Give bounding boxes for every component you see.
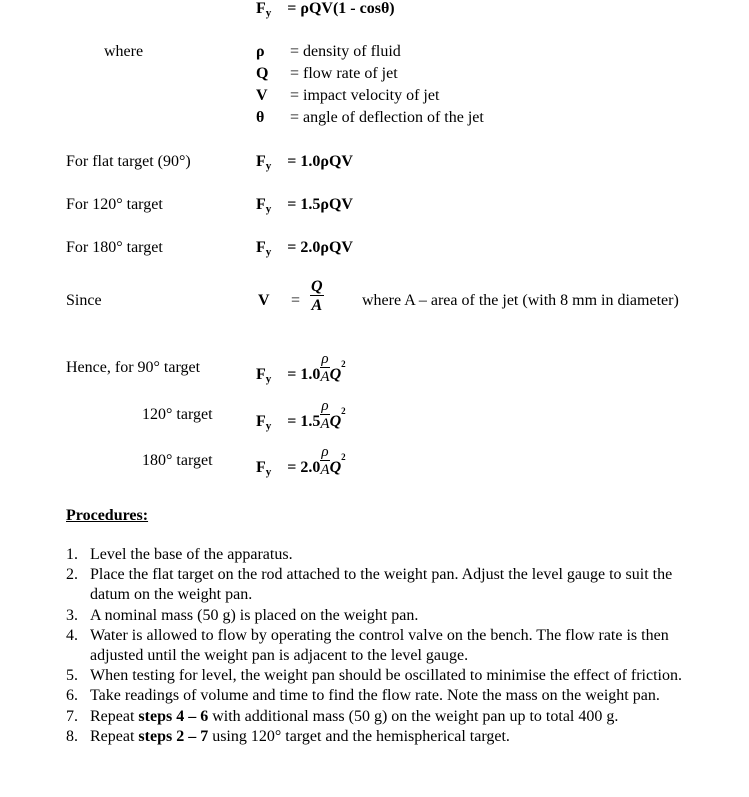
- hence-label-180: 180° target: [142, 452, 213, 469]
- target-equation-90: $F_y = 1.0\rho QV$: [256, 153, 353, 172]
- definition-rho: = density of fluid: [290, 43, 401, 60]
- target-equation-180: $F_y = 2.0\rho QV$: [256, 239, 353, 258]
- procedures-heading: Procedures:: [66, 507, 149, 524]
- procedure-step: 1. Level the base of the apparatus.: [66, 546, 293, 563]
- area-note: where A – area of the jet (with 8 mm in diameter): [362, 292, 679, 309]
- velocity-fraction: $\frac{Q}{A}$: [311, 278, 323, 314]
- procedure-step: 3. A nominal mass (50 g) is placed on the weight pan.: [66, 606, 419, 624]
- hence-equation-90: $F_y = 1.0$ $\frac{\rho}{A}$ $Q^2$: [256, 351, 346, 386]
- top-equation: $F_y = \rho QV(1 - \cos\theta)$: [256, 0, 395, 19]
- target-label-90: For flat target (90°): [66, 153, 191, 170]
- procedure-list: [66, 545, 716, 747]
- hence-equation-120: $F_y = 1.5$ $\frac{\rho}{A}$ $Q^2$: [256, 398, 346, 433]
- procedure-step: 6. Take readings of volume and time to find the flow rate. Note the mass on the weight pan.: [66, 687, 660, 705]
- where-label: where: [104, 43, 144, 60]
- since-label: Since: [66, 292, 102, 309]
- procedure-step: 2. Place the flat target on the rod attached to the weight pan. Adjust the level gauge to suit the datum on the weight pan.: [66, 566, 673, 604]
- equals-sign: =: [291, 292, 301, 309]
- procedure-step: 7. Repeat steps 4 – 6 with additional mass (50 g) on the weight pan up to total 400 g.: [66, 707, 619, 725]
- definition-theta: = angle of deflection of the jet: [290, 109, 484, 126]
- definition-q: = flow rate of jet: [290, 65, 398, 82]
- target-equation-120: $F_y = 1.5\rho QV$: [256, 196, 353, 215]
- hence-label-90: Hence, for 90° target: [66, 359, 201, 376]
- velocity-symbol: V: [258, 292, 270, 309]
- hence-equation-180: $F_y = 2.0$ $\frac{\rho}{A}$ $Q^2$: [256, 444, 346, 479]
- hence-label-120: 120° target: [142, 406, 213, 423]
- procedure-step: 8. Repeat steps 2 – 7 using 120° target and the hemispherical target.: [66, 727, 510, 745]
- procedure-step: 5. When testing for level, the weight pan should be oscillated to minimise the effect of friction.: [66, 667, 682, 685]
- definition-v: = impact velocity of jet: [290, 87, 440, 104]
- symbol-rho: ρ: [256, 43, 265, 60]
- symbol-q: Q: [256, 65, 269, 82]
- target-label-120: For 120° target: [66, 196, 163, 213]
- force-symbol: F: [256, 0, 266, 17]
- symbol-v: V: [256, 87, 268, 104]
- target-label-180: For 180° target: [66, 239, 163, 256]
- symbol-theta: θ: [256, 109, 265, 126]
- procedure-step: 4. Water is allowed to flow by operating the control valve on the bench. The flow rate is then adjusted until the weight pan is adjacent to the level gauge.: [66, 626, 669, 665]
- momentum-expression: = ρQV(1 - cosθ): [287, 0, 395, 17]
